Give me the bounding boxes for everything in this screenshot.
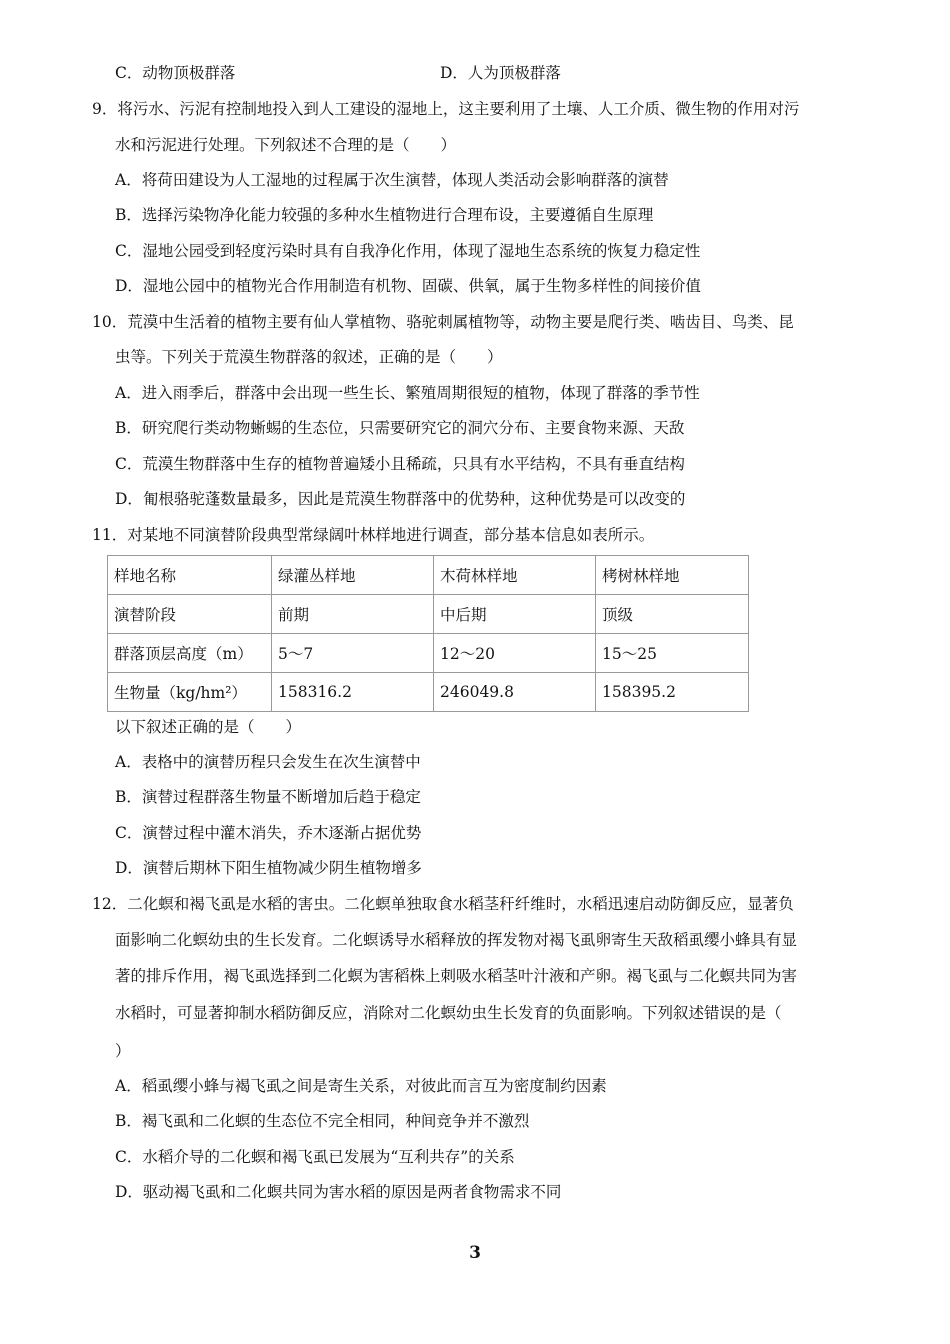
q10-stem-line2: 虫等。下列关于荒漠生物群落的叙述，正确的是（ ）	[115, 348, 503, 366]
table-cell: 12～20	[434, 634, 596, 673]
q11-option-b: B．演替过程群落生物量不断增加后趋于稳定	[115, 788, 421, 806]
table-cell: 绿灌丛样地	[272, 556, 434, 595]
q10-option-a: A．进入雨季后，群落中会出现一些生长、繁殖周期很短的植物，体现了群落的季节性	[115, 384, 700, 402]
table-cell: 158316.2	[272, 673, 434, 712]
q8-option-c: C．动物顶极群落	[115, 64, 236, 82]
q12-option-c: C．水稻介导的二化螟和褐飞虱已发展为“互利共存”的关系	[115, 1148, 515, 1166]
q10-option-d: D．匍根骆驼蓬数量最多，因此是荒漠生物群落中的优势种，这种优势是可以改变的	[115, 490, 686, 508]
q12-stem-line4: 水稻时，可显著抑制水稻防御反应，消除对二化螟幼虫生长发育的负面影响。下列叙述错误的是（	[115, 1004, 782, 1022]
table-cell: 生物量（kg/hm²）	[108, 673, 272, 712]
q9-option-c: C．湿地公园受到轻度污染时具有自我净化作用，体现了湿地生态系统的恢复力稳定性	[115, 242, 701, 260]
q11-option-a: A．表格中的演替历程只会发生在次生演替中	[115, 753, 421, 771]
table-cell: 木荷林样地	[434, 556, 596, 595]
q12-stem-line1: 12．二化螟和褐飞虱是水稻的害虫。二化螟单独取食水稻茎秆纤维时，水稻迅速启动防御反应，显著负	[92, 895, 794, 913]
table-cell: 群落顶层高度（m）	[108, 634, 272, 673]
q10-stem-line1: 10．荒漠中生活着的植物主要有仙人掌植物、骆驼刺属植物等，动物主要是爬行类、啮齿目、鸟类、昆	[92, 313, 794, 331]
table-row	[108, 556, 749, 595]
table-cell: 158395.2	[596, 673, 749, 712]
table-row	[108, 673, 749, 712]
table-cell: 顶级	[596, 595, 749, 634]
q10-option-b: B．研究爬行类动物蜥蜴的生态位，只需要研究它的洞穴分布、主要食物来源、天敌	[115, 419, 685, 437]
q11-stem-line2: 以下叙述正确的是（ ）	[115, 718, 302, 736]
table-cell: 前期	[272, 595, 434, 634]
q10-option-c: C．荒漠生物群落中生存的植物普遍矮小且稀疏，只具有水平结构，不具有垂直结构	[115, 455, 685, 473]
q11-stem-line1: 11．对某地不同演替阶段典型常绿阔叶林样地进行调查，部分基本信息如表所示。	[92, 526, 655, 544]
q12-stem-line5: ）	[115, 1042, 131, 1060]
q9-option-d: D．湿地公园中的植物光合作用制造有机物、固碳、供氧，属于生物多样性的间接价值	[115, 277, 701, 295]
q12-option-a: A．稻虱缨小蜂与褐飞虱之间是寄生关系，对彼此而言互为密度制约因素	[115, 1077, 607, 1095]
q9-option-a: A．将荷田建设为人工湿地的过程属于次生演替，体现人类活动会影响群落的演替	[115, 171, 669, 189]
table-cell: 246049.8	[434, 673, 596, 712]
table-cell: 栲树林样地	[596, 556, 749, 595]
q11-data-table	[107, 555, 749, 712]
q12-option-d: D．驱动褐飞虱和二化螟共同为害水稻的原因是两者食物需求不同	[115, 1183, 562, 1201]
table-row	[108, 634, 749, 673]
q9-stem-line2: 水和污泥进行处理。下列叙述不合理的是（ ）	[115, 136, 457, 154]
table-cell: 中后期	[434, 595, 596, 634]
q8-option-d: D．人为顶极群落	[440, 64, 561, 82]
q12-stem-line2: 面影响二化螟幼虫的生长发育。二化螟诱导水稻释放的挥发物对褐飞虱卵寄生天敌稻虱缨小蜂具有显	[115, 931, 798, 949]
q11-option-c: C．演替过程中灌木消失，乔木逐渐占据优势	[115, 824, 422, 842]
q9-stem-line1: 9．将污水、污泥有控制地投入到人工建设的湿地上，这主要利用了土壤、人工介质、微生物的作用对污	[92, 100, 800, 118]
q9-option-b: B．选择污染物净化能力较强的多种水生植物进行合理布设，主要遵循自生原理	[115, 206, 654, 224]
table-cell: 样地名称	[108, 556, 272, 595]
q11-option-d: D．演替后期林下阳生植物减少阴生植物增多	[115, 859, 422, 877]
table-row	[108, 595, 749, 634]
q12-option-b: B．褐飞虱和二化螟的生态位不完全相同，种间竞争并不激烈	[115, 1112, 530, 1130]
page-number: 3	[469, 1243, 481, 1263]
table-cell: 5～7	[272, 634, 434, 673]
q12-stem-line3: 著的排斥作用，褐飞虱选择到二化螟为害稻株上刺吸水稻茎叶汁液和产卵。褐飞虱与二化螟共同为害	[115, 967, 798, 985]
table-cell: 15～25	[596, 634, 749, 673]
table-cell: 演替阶段	[108, 595, 272, 634]
